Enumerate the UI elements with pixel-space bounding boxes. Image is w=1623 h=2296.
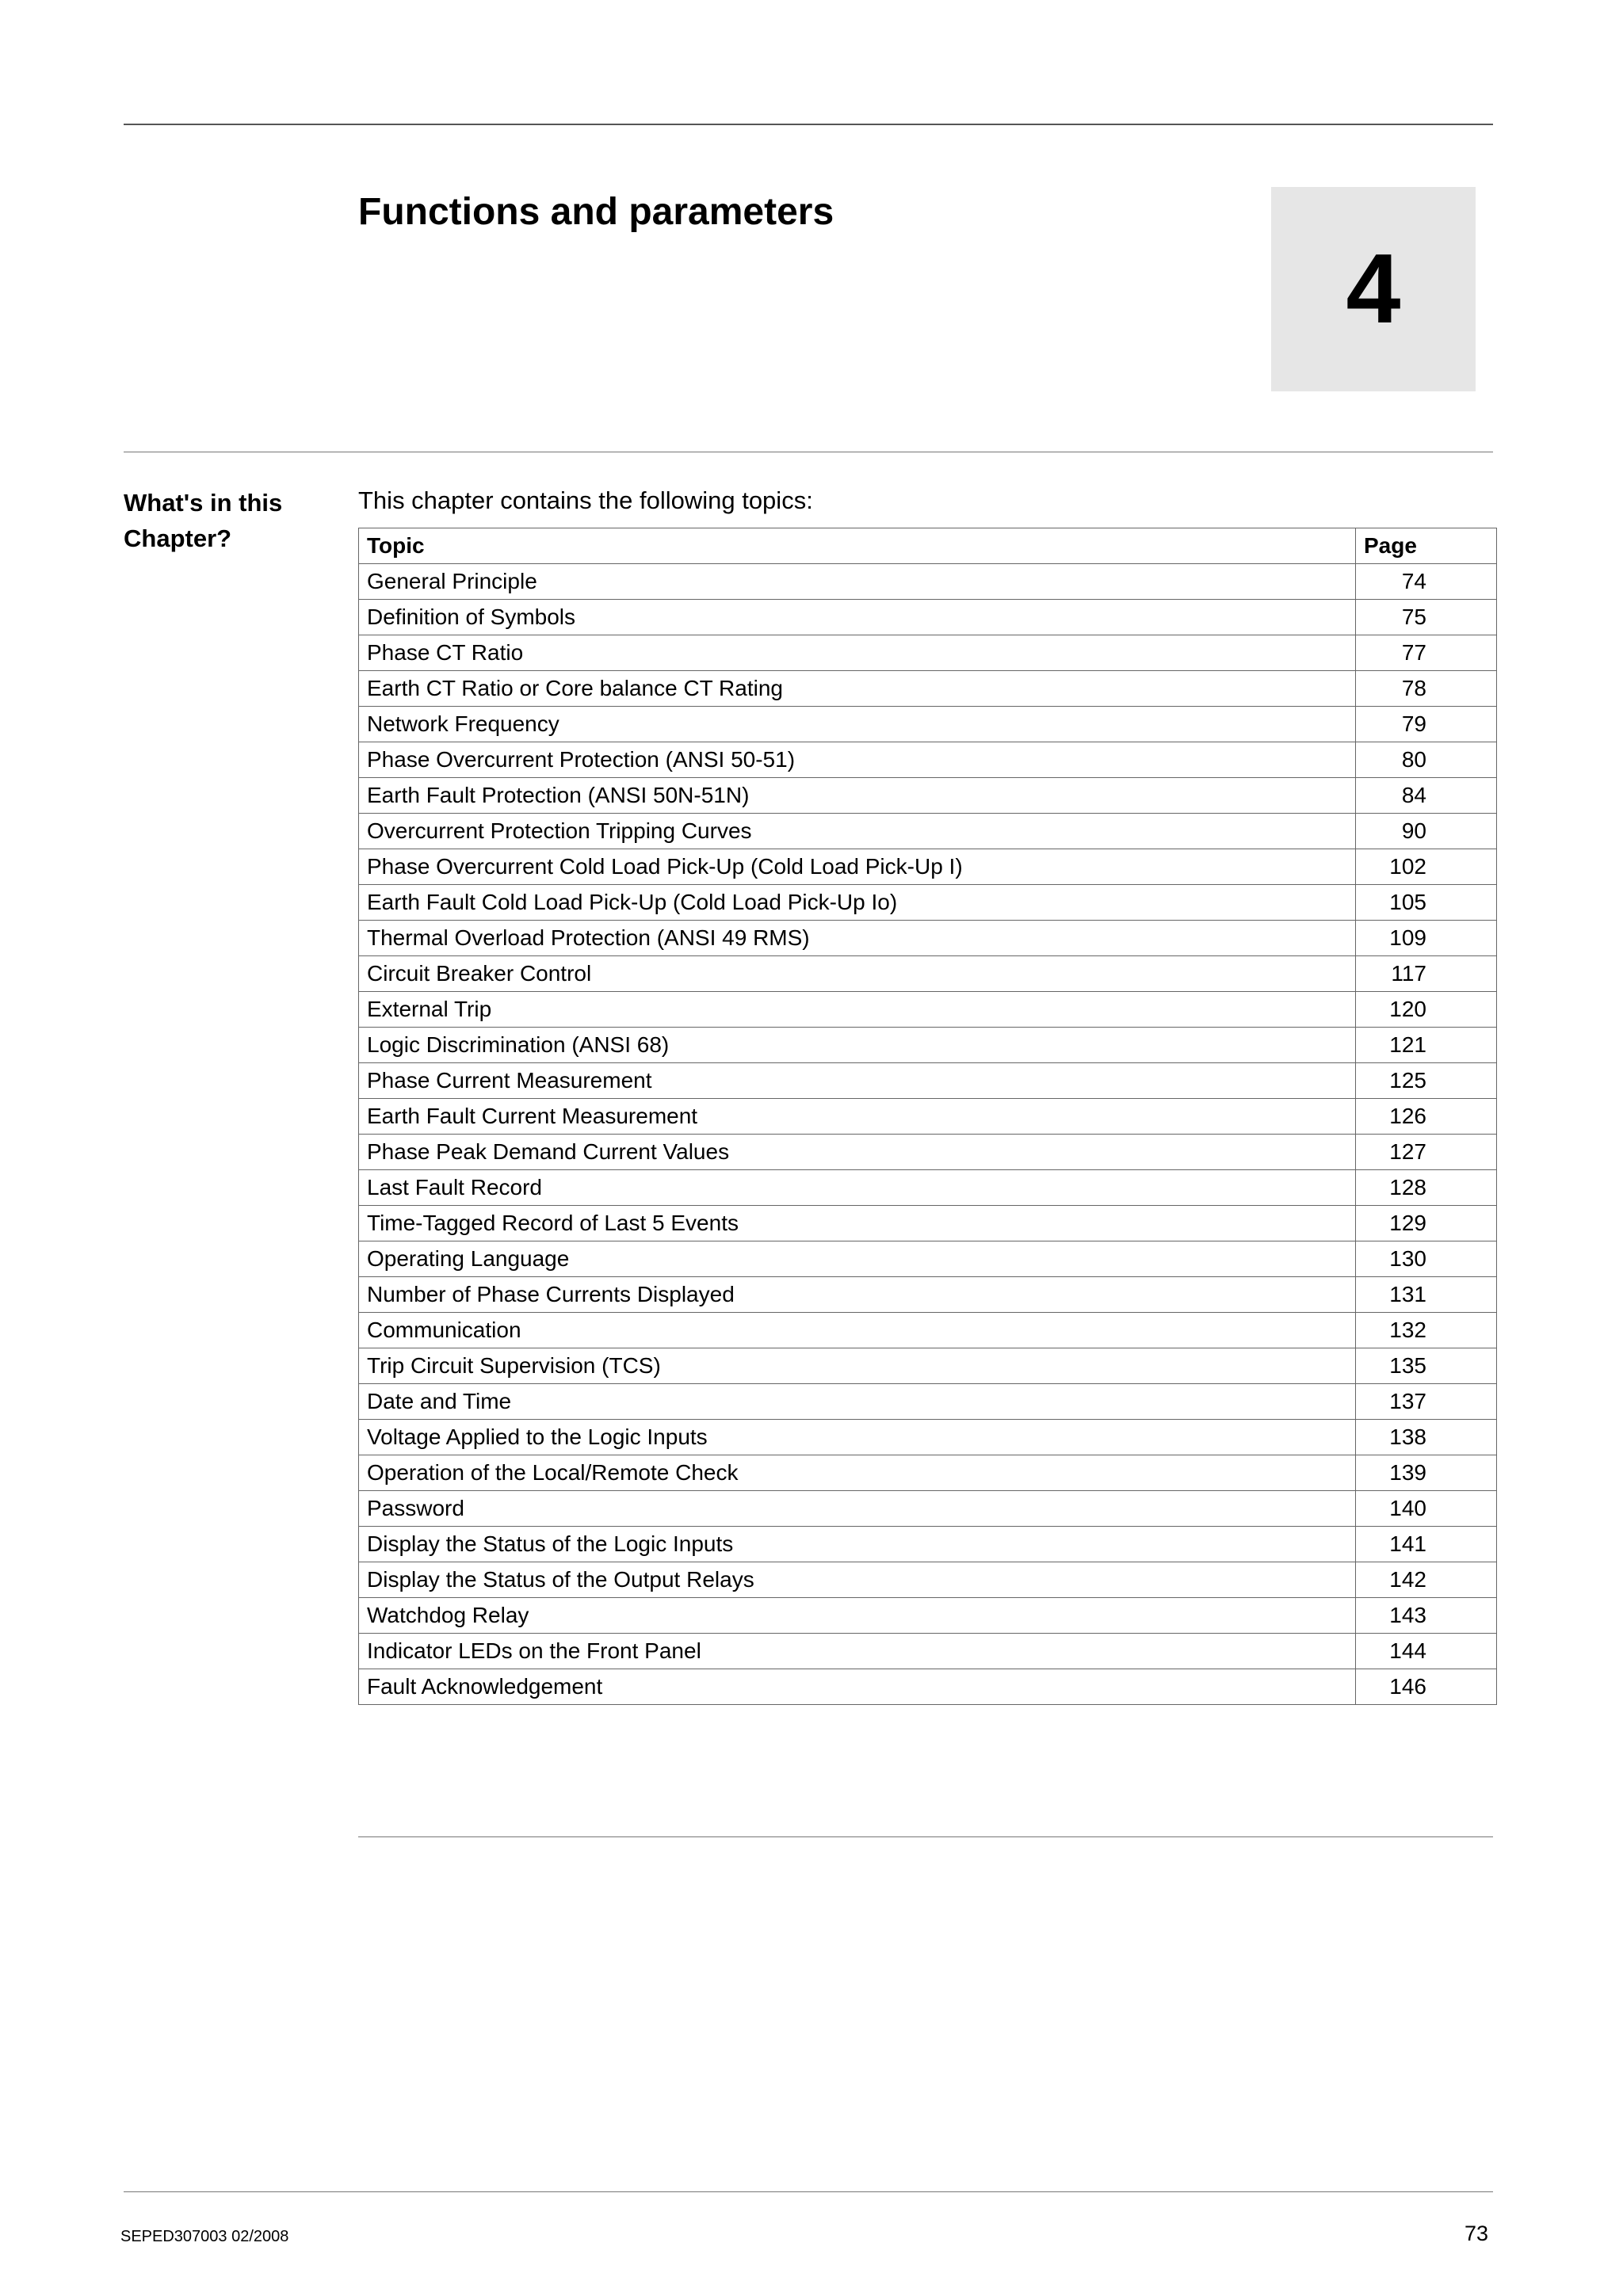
page-cell: 102 — [1356, 849, 1497, 885]
document-reference: SEPED307003 02/2008 — [120, 2228, 289, 2245]
topic-cell: Communication — [359, 1313, 1356, 1348]
page-cell: 90 — [1356, 814, 1497, 849]
page-cell: 142 — [1356, 1562, 1497, 1598]
table-row — [359, 1135, 1497, 1170]
topic-cell: Overcurrent Protection Tripping Curves — [359, 814, 1356, 849]
table-row — [359, 992, 1497, 1028]
topic-cell: Earth CT Ratio or Core balance CT Rating — [359, 671, 1356, 707]
topic-cell: Voltage Applied to the Logic Inputs — [359, 1420, 1356, 1455]
table-row — [359, 671, 1497, 707]
topic-cell: Fault Acknowledgement — [359, 1669, 1356, 1705]
table-row — [359, 1313, 1497, 1348]
page-cell: 79 — [1356, 707, 1497, 742]
topic-cell: Logic Discrimination (ANSI 68) — [359, 1028, 1356, 1063]
topic-cell: Number of Phase Currents Displayed — [359, 1277, 1356, 1313]
topic-cell: Earth Fault Current Measurement — [359, 1099, 1356, 1135]
topic-cell: External Trip — [359, 992, 1356, 1028]
topic-cell: Display the Status of the Output Relays — [359, 1562, 1356, 1598]
topic-cell: Earth Fault Protection (ANSI 50N-51N) — [359, 778, 1356, 814]
page-cell: 128 — [1356, 1170, 1497, 1206]
table-row — [359, 849, 1497, 885]
footer-rule — [124, 2191, 1493, 2192]
page-cell: 141 — [1356, 1527, 1497, 1562]
topic-cell: Date and Time — [359, 1384, 1356, 1420]
topic-cell: Phase Peak Demand Current Values — [359, 1135, 1356, 1170]
topic-cell: Operation of the Local/Remote Check — [359, 1455, 1356, 1491]
page-cell: 138 — [1356, 1420, 1497, 1455]
topic-cell: Trip Circuit Supervision (TCS) — [359, 1348, 1356, 1384]
table-end-rule — [358, 1836, 1493, 1837]
page-cell: 130 — [1356, 1241, 1497, 1277]
table-row — [359, 1170, 1497, 1206]
table-row — [359, 1063, 1497, 1099]
table-row — [359, 956, 1497, 992]
topic-cell: Circuit Breaker Control — [359, 956, 1356, 992]
page-number: 73 — [1464, 2222, 1488, 2245]
topic-cell: Earth Fault Cold Load Pick-Up (Cold Load Pick-Up Io) — [359, 885, 1356, 921]
page-cell: 78 — [1356, 671, 1497, 707]
table-row — [359, 1455, 1497, 1491]
table-row — [359, 814, 1497, 849]
page-cell: 131 — [1356, 1277, 1497, 1313]
table-row — [359, 778, 1497, 814]
table-header-row — [359, 528, 1497, 564]
chapter-number: 4 — [1346, 235, 1401, 344]
page-cell: 126 — [1356, 1099, 1497, 1135]
page-cell: 117 — [1356, 956, 1497, 992]
topic-cell: Thermal Overload Protection (ANSI 49 RMS) — [359, 921, 1356, 956]
header-rule — [124, 124, 1493, 125]
topic-cell: Phase Overcurrent Protection (ANSI 50-51) — [359, 742, 1356, 778]
topic-cell: General Principle — [359, 564, 1356, 600]
page-cell: 139 — [1356, 1455, 1497, 1491]
topic-cell: Last Fault Record — [359, 1170, 1356, 1206]
topic-cell: Network Frequency — [359, 707, 1356, 742]
intro-text: This chapter contains the following topics: — [358, 486, 813, 514]
table-row — [359, 1598, 1497, 1634]
page-cell: 143 — [1356, 1598, 1497, 1634]
table-row — [359, 707, 1497, 742]
topic-cell: Phase Overcurrent Cold Load Pick-Up (Cold Load Pick-Up I) — [359, 849, 1356, 885]
table-row — [359, 921, 1497, 956]
side-heading: What's in this Chapter? — [124, 489, 283, 552]
page-cell: 127 — [1356, 1135, 1497, 1170]
page-cell: 135 — [1356, 1348, 1497, 1384]
table-row — [359, 1348, 1497, 1384]
table-row — [359, 600, 1497, 635]
topic-cell: Indicator LEDs on the Front Panel — [359, 1634, 1356, 1669]
topic-cell: Time-Tagged Record of Last 5 Events — [359, 1206, 1356, 1241]
table-row — [359, 1491, 1497, 1527]
topic-cell: Operating Language — [359, 1241, 1356, 1277]
table-row — [359, 1099, 1497, 1135]
page-cell: 120 — [1356, 992, 1497, 1028]
topic-cell: Password — [359, 1491, 1356, 1527]
table-row — [359, 1562, 1497, 1598]
chapter-number-box — [1271, 187, 1476, 391]
topic-cell: Phase Current Measurement — [359, 1063, 1356, 1099]
page-cell: 105 — [1356, 885, 1497, 921]
topic-cell: Definition of Symbols — [359, 600, 1356, 635]
page-cell: 125 — [1356, 1063, 1497, 1099]
table-row — [359, 564, 1497, 600]
chapter-title: Functions and parameters — [358, 191, 834, 233]
page-cell: 140 — [1356, 1491, 1497, 1527]
topic-cell: Display the Status of the Logic Inputs — [359, 1527, 1356, 1562]
page-cell: 132 — [1356, 1313, 1497, 1348]
page-cell: 144 — [1356, 1634, 1497, 1669]
table-row — [359, 1028, 1497, 1063]
topic-cell: Phase CT Ratio — [359, 635, 1356, 671]
table-row — [359, 1277, 1497, 1313]
page-cell: 109 — [1356, 921, 1497, 956]
table-row — [359, 1634, 1497, 1669]
table-row — [359, 635, 1497, 671]
topic-cell: Watchdog Relay — [359, 1598, 1356, 1634]
column-header-page: Page — [1356, 528, 1497, 564]
table-row — [359, 1384, 1497, 1420]
page-cell: 121 — [1356, 1028, 1497, 1063]
column-header-topic: Topic — [359, 528, 1356, 564]
table-row — [359, 885, 1497, 921]
page-cell: 84 — [1356, 778, 1497, 814]
topics-table — [358, 528, 1497, 1705]
table-row — [359, 742, 1497, 778]
table-row — [359, 1420, 1497, 1455]
page-cell: 77 — [1356, 635, 1497, 671]
table-row — [359, 1241, 1497, 1277]
table-row — [359, 1206, 1497, 1241]
table-row — [359, 1527, 1497, 1562]
page-cell: 146 — [1356, 1669, 1497, 1705]
page-cell: 80 — [1356, 742, 1497, 778]
table-row — [359, 1669, 1497, 1705]
page-cell: 75 — [1356, 600, 1497, 635]
page-cell: 74 — [1356, 564, 1497, 600]
page-cell: 137 — [1356, 1384, 1497, 1420]
page-cell: 129 — [1356, 1206, 1497, 1241]
